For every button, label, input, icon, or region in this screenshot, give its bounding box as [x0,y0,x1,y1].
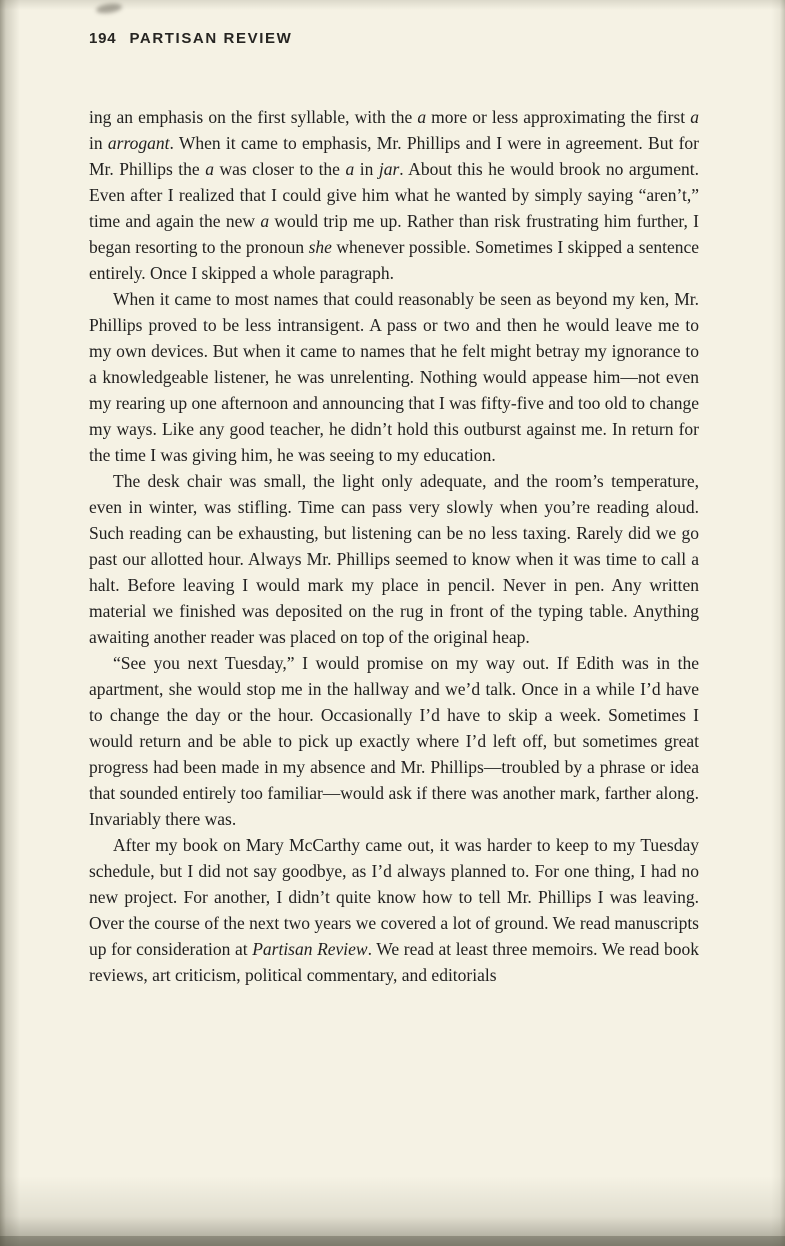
paragraph [89,468,699,650]
paragraph [89,832,699,988]
running-head [89,30,699,47]
text-segment: . About this he would brook no argument. Even after I realized that I could give him what he wanted by simply saying “aren’t,” time and again the new [89,159,699,231]
italic-text-segment: a [345,159,355,179]
text-segment: The desk chair was small, the light only adequate, and the room’s temperature, even in winter, was stifling. Time can pass very slowly when you’re reading aloud. Such reading can be exhausting, but listening can be no less taxing. Rarely did we go past our allotted hour. Always Mr. Phillips seemed to know when it was time to call a halt. Before leaving I would mark my place in pencil. Never in pen. Any written material we finished was deposited on the rug in front of the typing table. Anything awaiting another reader was placed on top of the original heap. [89,471,699,647]
text-segment: in [354,159,379,179]
italic-text-segment: arrogant [107,133,170,153]
page-bottom-edge-shadow [0,1236,785,1246]
journal-title: PARTISAN REVIEW [129,30,293,47]
scan-smudge-artifact [96,2,123,15]
text-segment: . When it came to emphasis, Mr. Phillips and I were in agreement. But for Mr. Phillips the [89,133,699,179]
text-segment: in [89,133,108,153]
paragraph [89,104,699,286]
italic-text-segment: Partisan Review [252,939,368,959]
text-segment: . We read at least three memoirs. We read book reviews, art criticism, political commentary, and editorials [89,939,700,985]
italic-text-segment: jar [378,159,400,179]
text-segment: “See you next Tuesday,” I would promise on my way out. If Edith was in the apartment, she would stop me in the hallway and we’d talk. Once in a while I’d have to change the day or the hour. Occasionally I’d have to skip a week. Sometimes I would return and be able to pick up exactly where I’d left off, but sometimes great progress had been made in my absence and Mr. Phillips—troubled by a phrase or idea that sounded entirely too familiar—would ask if there was another mark, farther along. Invariably there was. [89,653,699,829]
body-text [89,104,699,988]
text-segment: was closer to the [213,159,346,179]
text-segment: would trip me up. Rather than risk frustrating him further, I began resorting to the pronoun [89,211,699,257]
italic-text-segment: a [690,107,699,127]
paragraph [89,650,699,832]
italic-text-segment: a [205,159,214,179]
page-content [89,30,699,988]
italic-text-segment: a [417,107,427,127]
paragraph [89,286,699,468]
italic-text-segment: she [308,237,332,257]
text-segment: whenever possible. Sometimes I skipped a sentence entirely. Once I skipped a whole paragraph. [89,237,699,283]
italic-text-segment: a [260,211,270,231]
text-segment: When it came to most names that could reasonably be seen as beyond my ken, Mr. Phillips proved to be less intransigent. A pass or two and then he would leave me to my own devices. But when it came to names that he felt might betray my ignorance to a knowledgeable listener, he was unrelenting. Nothing would appease him—not even my rearing up one afternoon and announcing that I was fifty-five and too old to change my ways. Like any good teacher, he didn’t hold this outburst against me. In return for the time I was giving him, he was seeing to my education. [89,289,699,465]
text-segment: more or less approximating the first [426,107,691,127]
text-segment: After my book on Mary McCarthy came out, it was harder to keep to my Tuesday schedule, but I did not say goodbye, as I’d always planned to. For one thing, I had no new project. For another, I didn’t quite know how to tell Mr. Phillips I was leaving. Over the course of the next two years we covered a lot of ground. We read manuscripts up for consideration at [89,835,699,959]
text-segment: ing an emphasis on the first syllable, with the [89,107,418,127]
page-number: 194 [89,30,117,47]
